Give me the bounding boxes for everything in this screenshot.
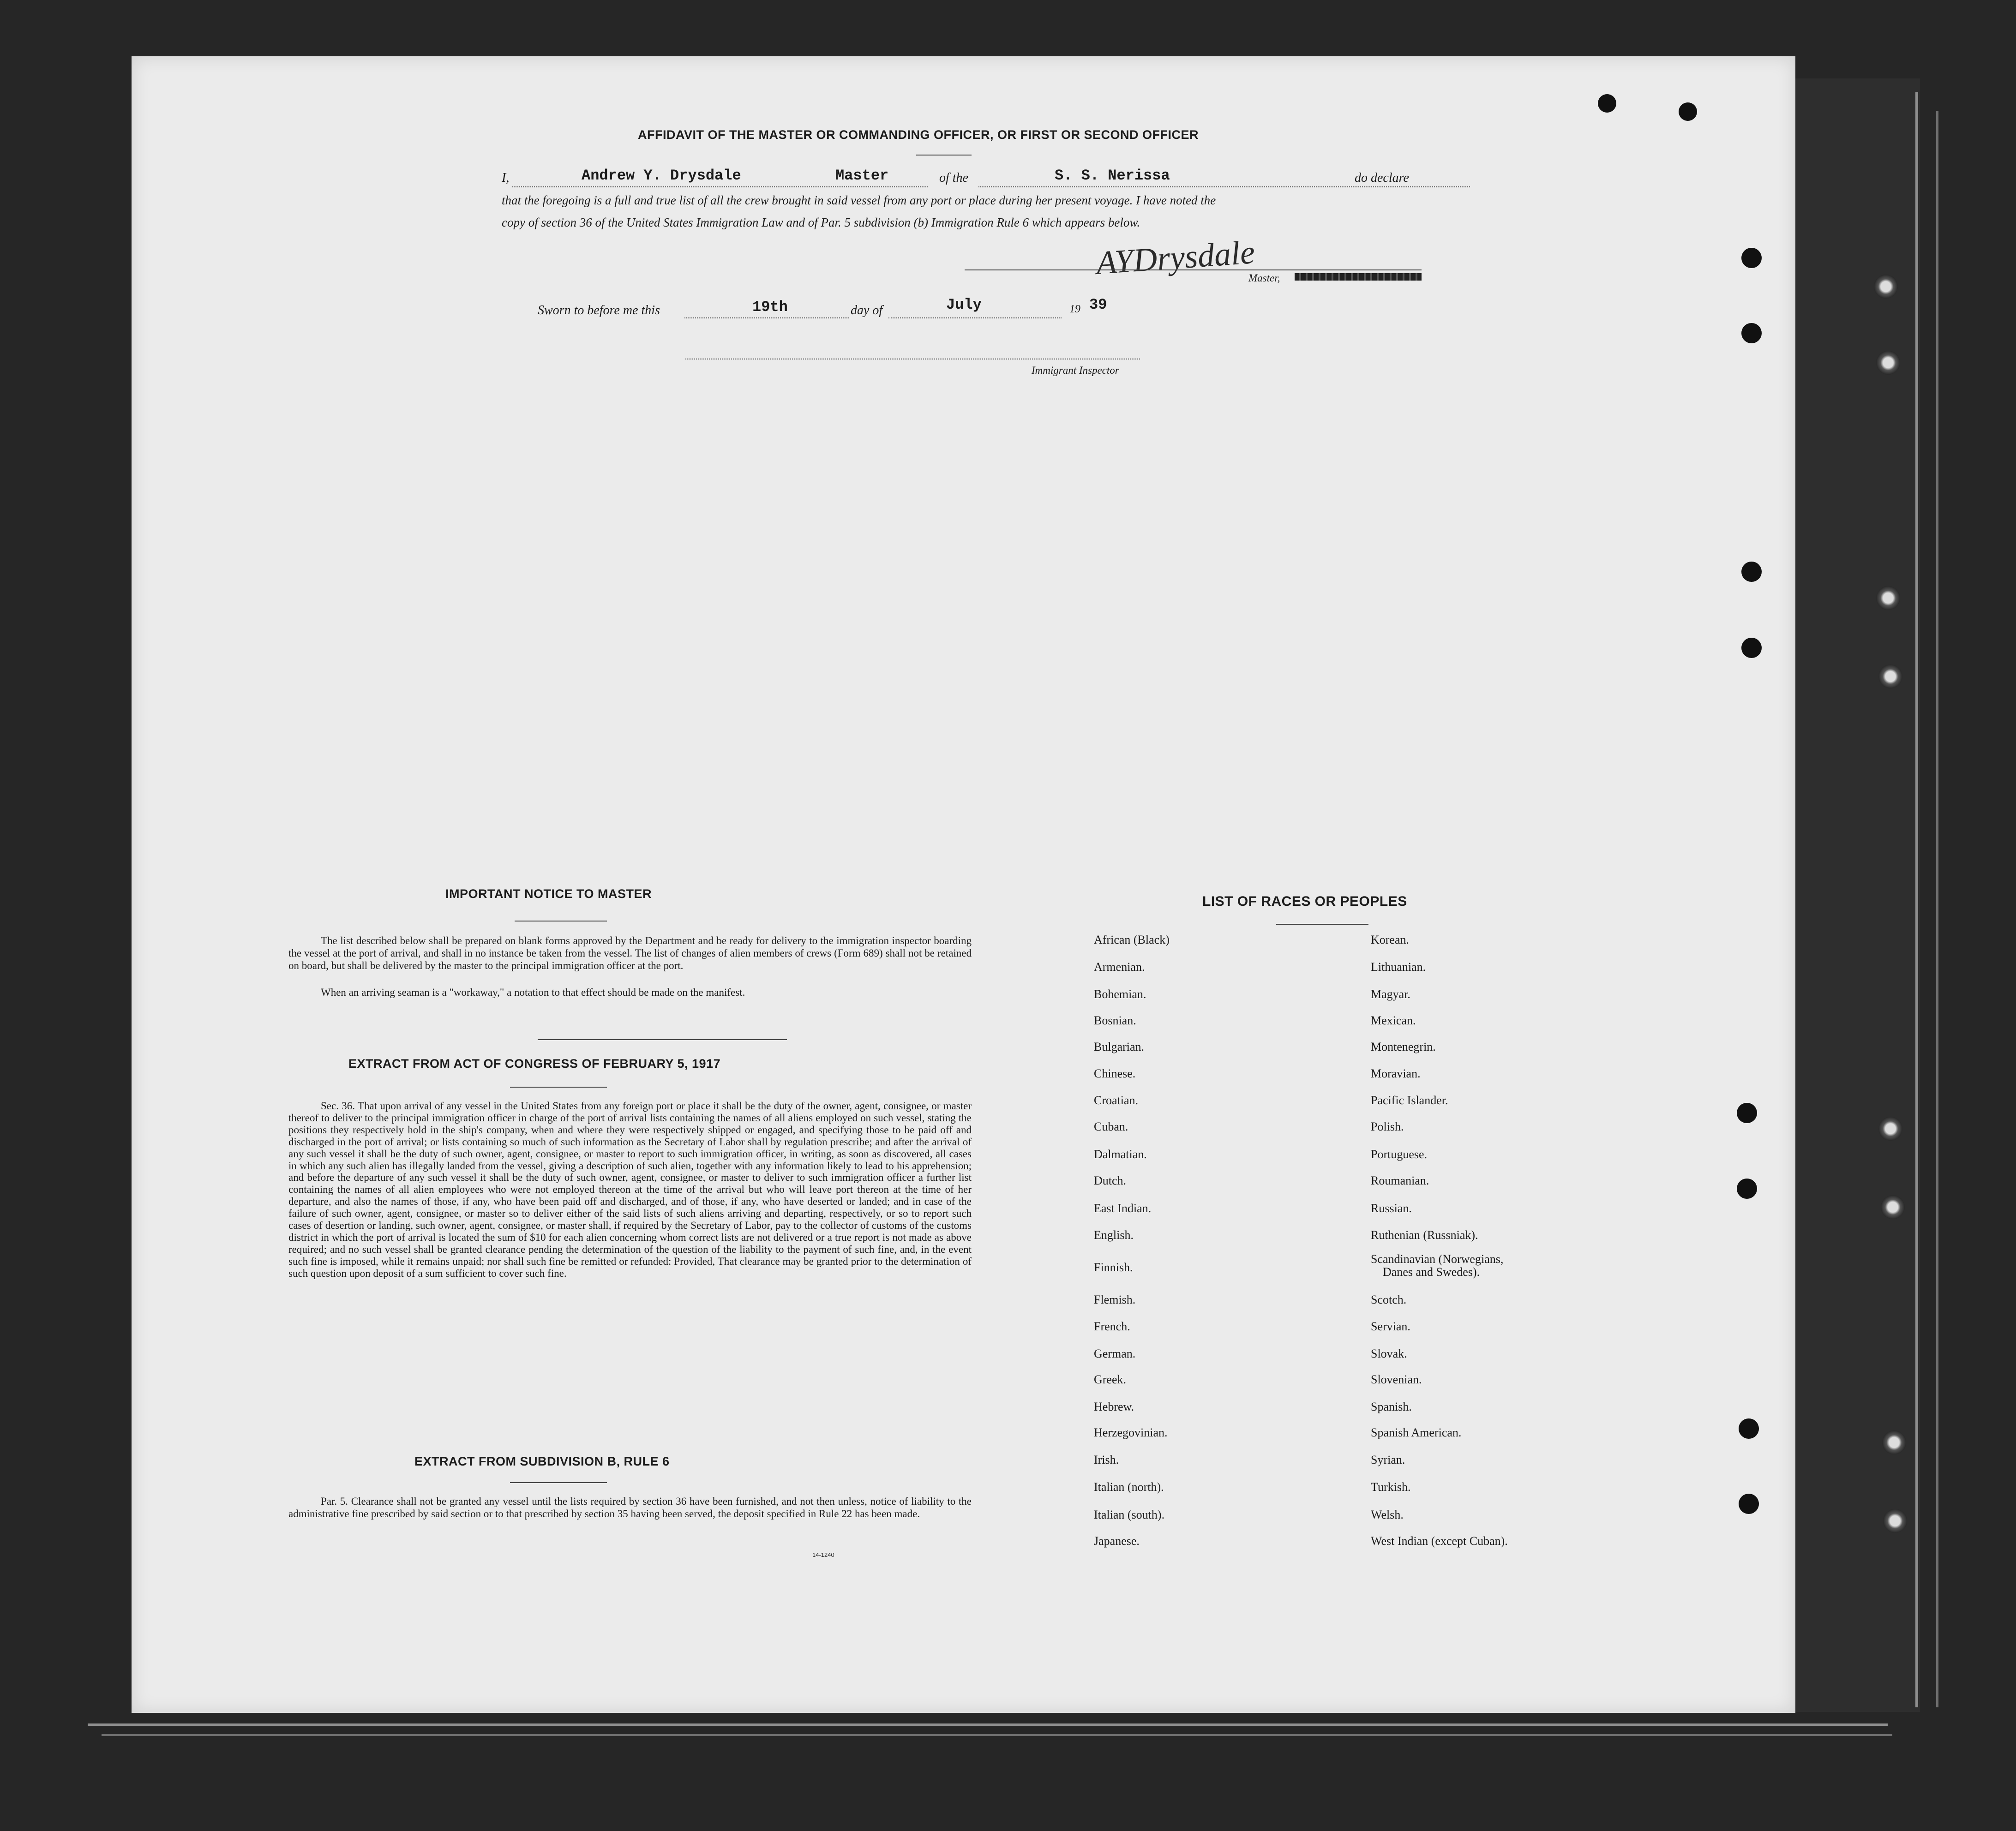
race-item: Moravian.	[1371, 1067, 1421, 1080]
race-item: Russian.	[1371, 1202, 1412, 1215]
vessel-name: S. S. Nerissa	[1055, 167, 1170, 184]
race-item: East Indian.	[1094, 1202, 1152, 1215]
race-item: French.	[1094, 1320, 1130, 1333]
rule-extract-title: EXTRACT FROM SUBDIVISION B, RULE 6	[414, 1454, 670, 1468]
binder-ring	[1881, 1195, 1905, 1219]
of-the-label: of the	[939, 171, 968, 185]
race-item: Cuban.	[1094, 1120, 1128, 1133]
binder-ring	[1876, 351, 1900, 375]
race-item: Roumanian.	[1371, 1174, 1429, 1187]
race-item: Finnish.	[1094, 1261, 1133, 1274]
race-item: Irish.	[1094, 1453, 1119, 1466]
race-item: Hebrew.	[1094, 1400, 1134, 1413]
section-rule	[538, 1039, 787, 1040]
race-item: Chinese.	[1094, 1067, 1136, 1080]
race-item: Bohemian.	[1094, 987, 1146, 1001]
race-item: Montenegrin.	[1371, 1040, 1436, 1053]
race-item: English.	[1094, 1228, 1134, 1242]
day-line	[684, 317, 849, 318]
vessel-line	[978, 186, 1470, 187]
race-item: Spanish American.	[1371, 1426, 1462, 1439]
race-item: Scotch.	[1371, 1293, 1407, 1306]
punch-hole	[1741, 638, 1762, 658]
race-item: Italian (south).	[1094, 1508, 1165, 1521]
race-item: Dalmatian.	[1094, 1148, 1147, 1161]
race-item: Ruthenian (Russniak).	[1371, 1228, 1478, 1242]
sheet-edge	[1936, 111, 1938, 1707]
race-item: Polish.	[1371, 1120, 1404, 1133]
race-item: Italian (north).	[1094, 1480, 1164, 1494]
binder-ring	[1883, 1509, 1907, 1533]
race-item: Herzegovinian.	[1094, 1426, 1168, 1439]
race-item: Syrian.	[1371, 1453, 1405, 1466]
sheet-edge	[102, 1734, 1892, 1736]
signature-line	[965, 269, 1422, 270]
struck-text	[1295, 273, 1422, 281]
binder-ring	[1874, 275, 1898, 299]
punch-hole	[1741, 323, 1762, 343]
race-item: Welsh.	[1371, 1508, 1404, 1521]
do-declare: do declare	[1355, 171, 1409, 185]
races-rule	[1276, 924, 1368, 925]
notice-paragraph-1: The list described below shall be prepared on blank forms approved by the Department and be ready for delivery to the immigration inspector boarding the vessel at the port of arrival, and shall in no instance be taken from the vessel. The list of changes of alien members of crews (Form 689) shall not be retained on board, but shall be delivered by the master to the principal immigration officer at the port.	[288, 935, 972, 971]
sheet-edge	[1915, 92, 1918, 1707]
punch-hole	[1598, 94, 1616, 113]
punch-hole	[1737, 1103, 1757, 1123]
punch-hole	[1737, 1179, 1757, 1199]
master-label: Master,	[1248, 272, 1280, 284]
sworn-year: 39	[1089, 296, 1107, 313]
race-item: German.	[1094, 1347, 1136, 1360]
races-title: LIST OF RACES OR PEOPLES	[1202, 894, 1407, 909]
binder-ring	[1878, 664, 1902, 688]
punch-hole	[1741, 248, 1762, 268]
title-rule	[916, 155, 972, 156]
race-item: Slovak.	[1371, 1347, 1407, 1360]
binder-ring	[1876, 586, 1900, 610]
notice-paragraph-2: When an arriving seaman is a "workaway," a notation to that effect should be made on the manifest.	[321, 987, 745, 998]
race-item: Scandinavian (Norwegians,	[1371, 1252, 1504, 1266]
race-item: Portuguese.	[1371, 1148, 1428, 1161]
race-item: African (Black)	[1094, 933, 1170, 946]
act-extract-text: Sec. 36. That upon arrival of any vessel in the United States from any foreign port or place it shall be the duty of the owner, agent, consignee, or master thereof to deliver to the principal immigration officer in charge of the port of arrival lists containing the names of all aliens employed on such vessel, stating the positions they respectively hold in the ship's company, when and where they were respectively shipped or engaged, and specifying those to be paid off and discharged in the port of arrival; or lists containing so much of such information as the Secretary of Labor shall by regulation prescribe; and after the arrival of any such vessel it shall be the duty of such owner, agent, consignee, or master to report to such immigration officer, in writing, as soon as discovered, all cases in which any such alien has illegally landed from the vessel, giving a description of such alien, together with any information likely to lead to his apprehension; and before the departure of any such vessel it shall be the duty of such owner, agent, consignee, or master to deliver to such immigration officer a further list containing the names of all alien employees who were not employed thereon at the time of the arrival but who will leave port thereon at the time of her departure, and also the names of those, if any, who have been paid off and discharged, and of those, if any, who have deserted or landed; and in case of the failure of such owner, agent, consignee, or master so to deliver either of the said lists of such aliens arriving and departing, respectively, or so to report such cases of desertion or landing, such owner, agent, consignee, or master shall, if required by the Secretary of Labor, pay to the collector of customs of the customs district in which the port of arrival is located the sum of $10 for each alien concerning whom correct lists are not delivered or a true report is not made as above required; and no such vessel shall be granted clearance pending the determination of the question of the liability to the payment of such fine, and, in the event such fine is imposed, while it remains unpaid; nor shall such fine be remitted or refunded: Provided, That clearance may be granted prior to the determination of such question upon deposit of a sum sufficient to cover such fine.	[288, 1100, 972, 1279]
race-item: Spanish.	[1371, 1400, 1412, 1413]
race-item: Armenian.	[1094, 960, 1145, 974]
act-rule	[510, 1087, 607, 1088]
inspector-label: Immigrant Inspector	[1032, 365, 1119, 376]
race-item: Flemish.	[1094, 1293, 1136, 1306]
sheet-edge	[88, 1723, 1888, 1726]
rule-extract-text: Par. 5. Clearance shall not be granted any vessel until the lists required by section 36 have been furnished, and not then unless, notice of liability to the administrative fine prescribed by said section or to that prescribed by section 35 having been served, the deposit specified in Rule 22 has been made.	[288, 1496, 972, 1520]
back-sheet	[1782, 78, 1920, 1712]
affidavit-line-2: that the foregoing is a full and true list of all the crew brought in said vessel from any port or place during her present voyage. I have noted the	[502, 193, 1216, 207]
race-item: Korean.	[1371, 933, 1410, 946]
sworn-month: July	[946, 296, 982, 313]
punch-hole	[1679, 102, 1697, 121]
race-item: Mexican.	[1371, 1014, 1416, 1027]
race-item: Dutch.	[1094, 1174, 1127, 1187]
rule-extract-rule	[510, 1482, 607, 1483]
race-item: Lithuanian.	[1371, 960, 1426, 974]
race-item: Servian.	[1371, 1320, 1410, 1333]
rank: Master	[835, 167, 889, 184]
race-item: Greek.	[1094, 1373, 1127, 1386]
race-item: Magyar.	[1371, 987, 1410, 1001]
affidavit-title: AFFIDAVIT OF THE MASTER OR COMMANDING OFFICER, OR FIRST OR SECOND OFFICER	[638, 128, 1199, 142]
race-item: West Indian (except Cuban).	[1371, 1534, 1508, 1548]
month-line	[888, 317, 1062, 318]
race-item: Turkish.	[1371, 1480, 1411, 1494]
binder-ring	[1878, 1117, 1902, 1141]
race-item: Japanese.	[1094, 1534, 1140, 1548]
master-name: Andrew Y. Drysdale	[582, 167, 741, 184]
day-of-label: day of	[851, 303, 883, 317]
race-item: Bulgarian.	[1094, 1040, 1145, 1053]
affidavit-line-3: copy of section 36 of the United States Immigration Law and of Par. 5 subdivision (b) Immigration Rule 6 which appears below.	[502, 215, 1140, 229]
race-item: Bosnian.	[1094, 1014, 1136, 1027]
notice-title: IMPORTANT NOTICE TO MASTER	[445, 887, 652, 901]
act-extract-title: EXTRACT FROM ACT OF CONGRESS OF FEBRUARY 5, 1917	[348, 1057, 721, 1071]
year-prefix: 19	[1069, 303, 1080, 315]
i-label: I,	[502, 171, 510, 185]
form-number: 14-1240	[812, 1551, 834, 1558]
race-item-continued: Danes and Swedes).	[1383, 1265, 1480, 1279]
sworn-day: 19th	[752, 299, 788, 316]
binder-ring	[1882, 1430, 1906, 1454]
race-item: Pacific Islander.	[1371, 1094, 1448, 1107]
document-page	[132, 56, 1795, 1713]
punch-hole	[1741, 562, 1762, 582]
master-signature: AYDrysdale	[1095, 233, 1256, 281]
sworn-label: Sworn to before me this	[538, 303, 660, 317]
race-item: Croatian.	[1094, 1094, 1139, 1107]
race-item: Slovenian.	[1371, 1373, 1422, 1386]
punch-hole	[1739, 1418, 1759, 1439]
punch-hole	[1739, 1494, 1759, 1514]
name-line	[512, 186, 928, 187]
